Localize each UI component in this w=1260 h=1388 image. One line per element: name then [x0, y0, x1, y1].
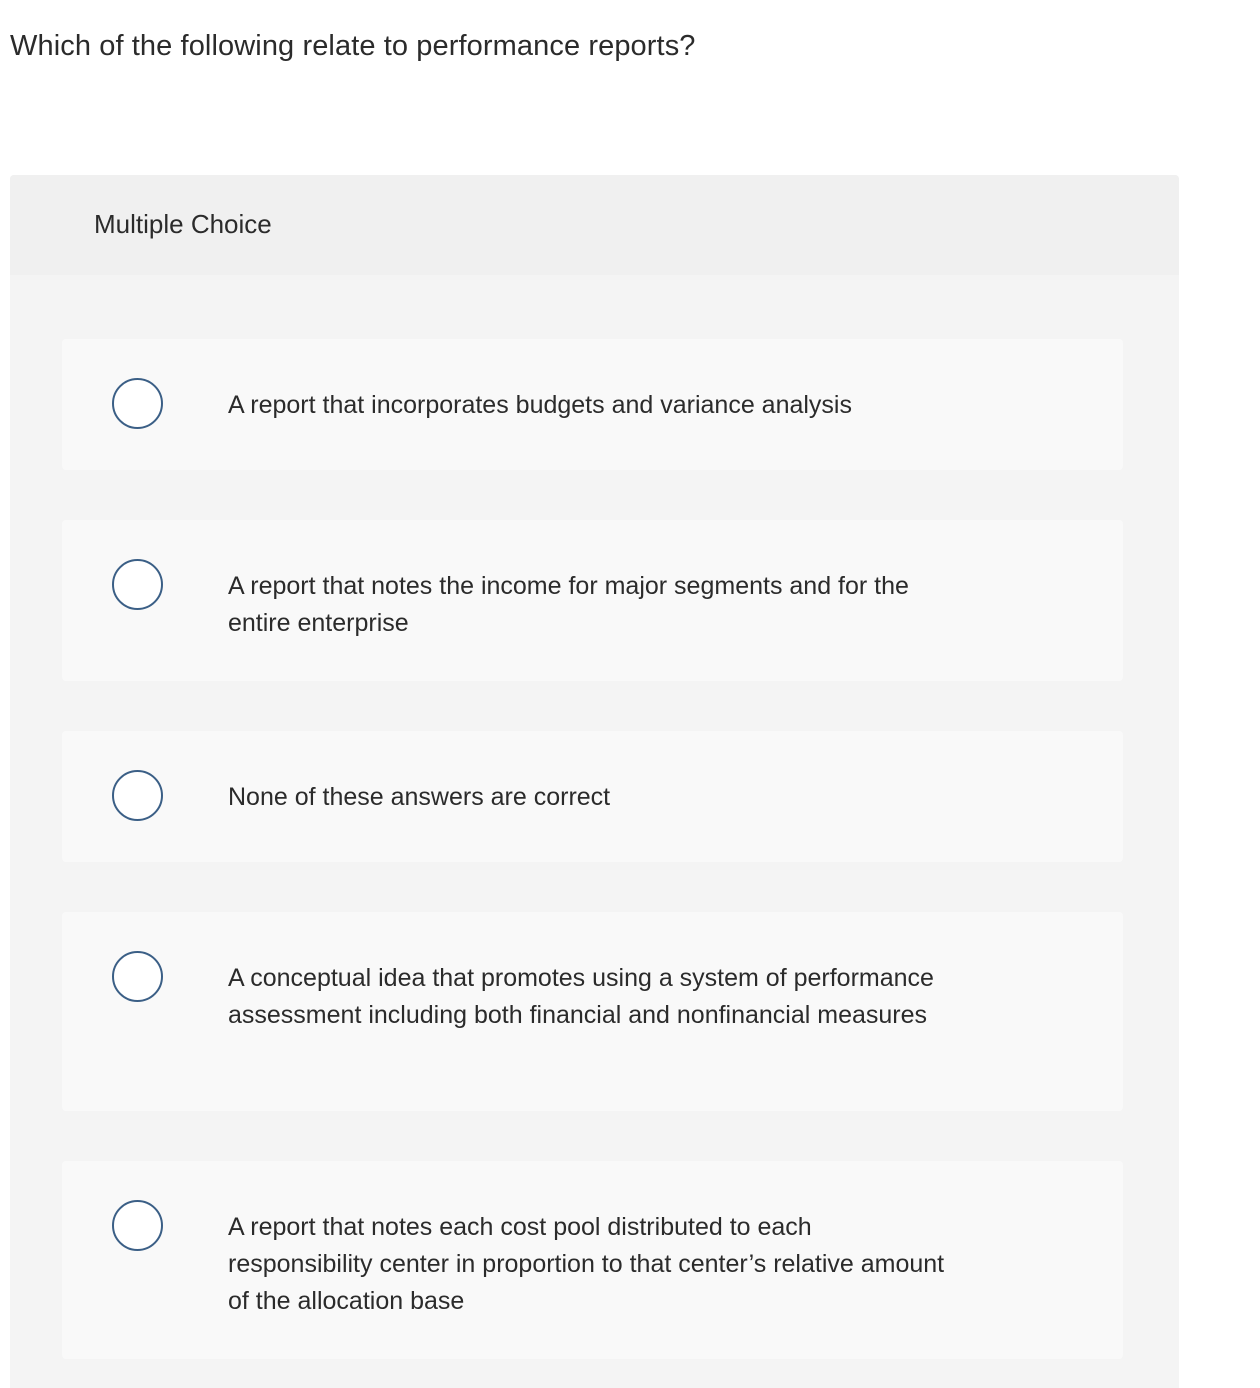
choice-option-5[interactable]: [62, 1161, 1123, 1359]
choice-option-1[interactable]: [62, 339, 1123, 470]
choice-label-4: A conceptual idea that promotes using a system of performance assessment including both financial and nonfinancial measures: [228, 964, 934, 1029]
radio-button-5[interactable]: [112, 1200, 163, 1251]
choice-option-3[interactable]: [62, 731, 1123, 862]
panel-title: Multiple Choice: [94, 209, 272, 239]
choice-label-5: A report that notes each cost pool distributed to each responsibility center in proportion to that center’s relative amount of the allocation base: [228, 1213, 945, 1315]
choice-label-2: A report that notes the income for major segments and for the entire enterprise: [228, 572, 909, 637]
radio-button-4[interactable]: [112, 951, 163, 1002]
choice-option-4[interactable]: [62, 912, 1123, 1111]
question-text: Which of the following relate to performance reports?: [10, 30, 696, 62]
radio-button-1[interactable]: [112, 378, 163, 429]
choice-label-1: A report that incorporates budgets and variance analysis: [228, 391, 852, 419]
panel-header: [10, 175, 1179, 275]
choice-option-2[interactable]: [62, 520, 1123, 681]
choice-label-3: None of these answers are correct: [228, 783, 611, 811]
radio-button-2[interactable]: [112, 559, 163, 610]
multiple-choice-panel: [10, 175, 1179, 1388]
radio-button-3[interactable]: [112, 770, 163, 821]
